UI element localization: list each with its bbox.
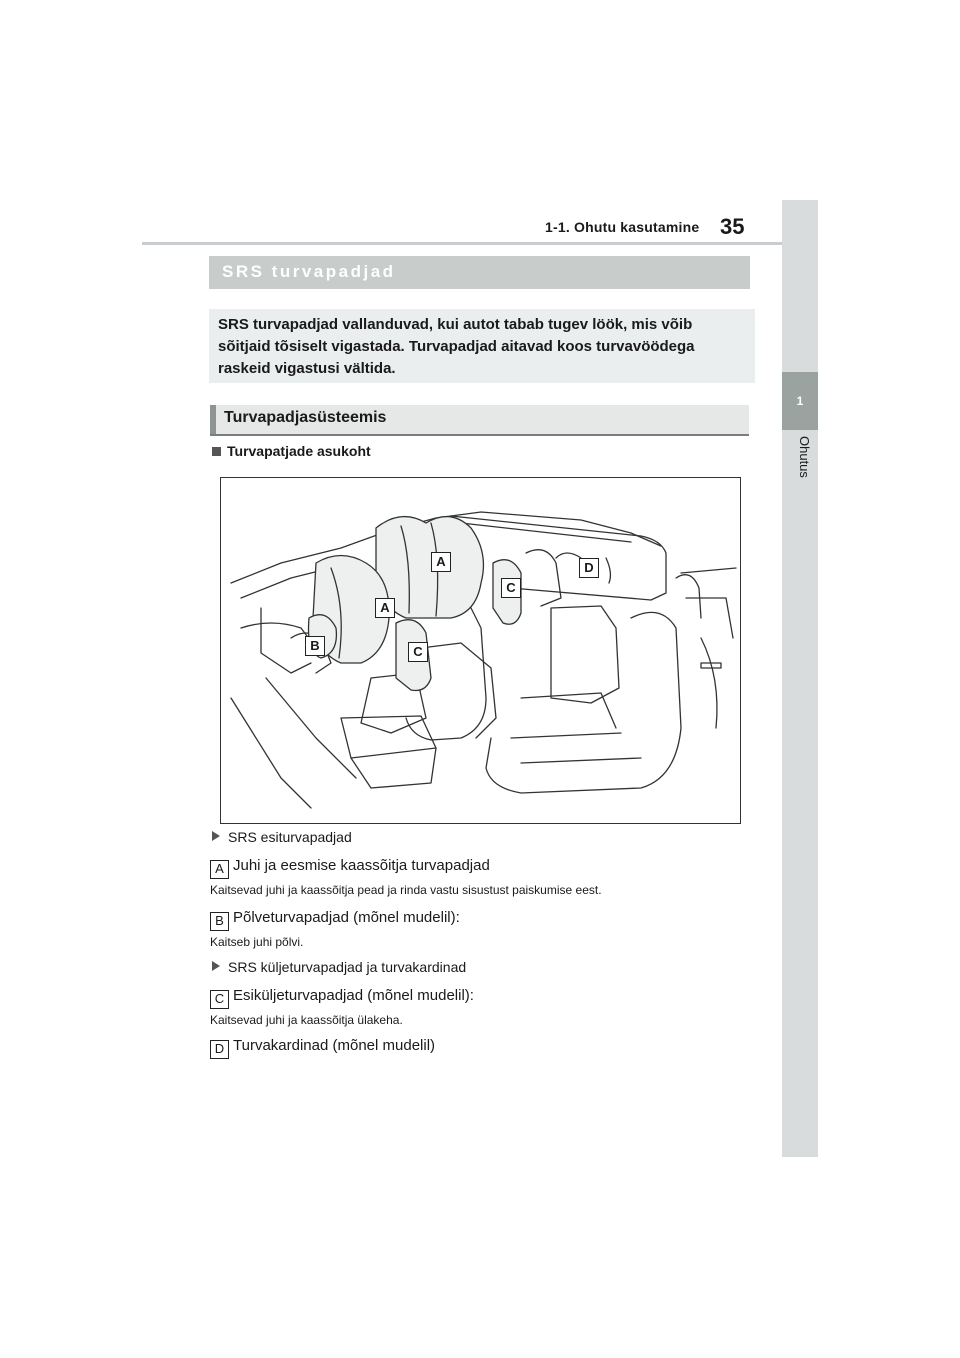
triangle-bullet-icon (212, 961, 220, 971)
subsection-divider (210, 434, 749, 436)
chapter-title: 1-1. Ohutu kasutamine (545, 219, 700, 235)
item-letter: A (210, 860, 229, 879)
page-number: 35 (720, 214, 745, 239)
callout-a-upper: A (431, 552, 451, 572)
callout-c-right: C (501, 578, 521, 598)
triangle-bullet-icon (212, 831, 220, 841)
item-label: Juhi ja eesmise kaassõitja turvapadjad (233, 857, 490, 874)
item-label: Põlveturvapadjad (mõnel mudelil): (233, 909, 460, 926)
bullet-heading (212, 443, 371, 459)
bullet-heading-text: Turvapatjade asukoht (227, 443, 371, 459)
item-b-desc: Kaitseb juhi põlvi. (210, 935, 304, 949)
group-front-airbags (212, 829, 352, 845)
callout-d: D (579, 558, 599, 578)
item-b (210, 909, 460, 931)
square-bullet-icon (212, 447, 221, 456)
side-tab-label: Ohutus (797, 436, 812, 478)
group-title: SRS esiturvapadjad (228, 829, 352, 845)
section-title: SRS turvapadjad (222, 262, 396, 281)
item-letter: C (210, 990, 229, 1009)
group-title: SRS küljeturvapadjad ja turvakardinad (228, 959, 467, 975)
item-label: Turvakardinad (mõnel mudelil) (233, 1037, 436, 1054)
side-tab (782, 200, 818, 1157)
group-side-airbags (212, 959, 466, 975)
header-divider (142, 242, 782, 245)
intro-text: SRS turvapadjad vallanduvad, kui autot tabab tugev löök, mis võib sõitjaid tõsiselt vigastada. Turvapadjad aitavad koos turvavöödega raskeid vigastusi vältida. (218, 316, 695, 377)
callout-b: B (305, 636, 325, 656)
item-letter: D (210, 1040, 229, 1059)
item-letter: B (210, 912, 229, 931)
item-label: Esiküljeturvapadjad (mõnel mudelil): (233, 987, 474, 1004)
callout-a-lower: A (375, 598, 395, 618)
item-a (210, 857, 490, 879)
item-a-desc: Kaitsevad juhi ja kaassõitja pead ja rinda vastu sisustust paiskumise eest. (210, 883, 602, 897)
item-d (210, 1037, 435, 1059)
callout-c-left: C (408, 642, 428, 662)
item-c (210, 987, 474, 1009)
item-c-desc: Kaitsevad juhi ja kaassõitja ülakeha. (210, 1013, 403, 1027)
side-tab-number: 1 (796, 394, 804, 408)
airbag-illustration (220, 477, 741, 824)
subsection-title: Turvapadjasüsteemis (224, 409, 387, 426)
car-interior-drawing (221, 478, 741, 824)
